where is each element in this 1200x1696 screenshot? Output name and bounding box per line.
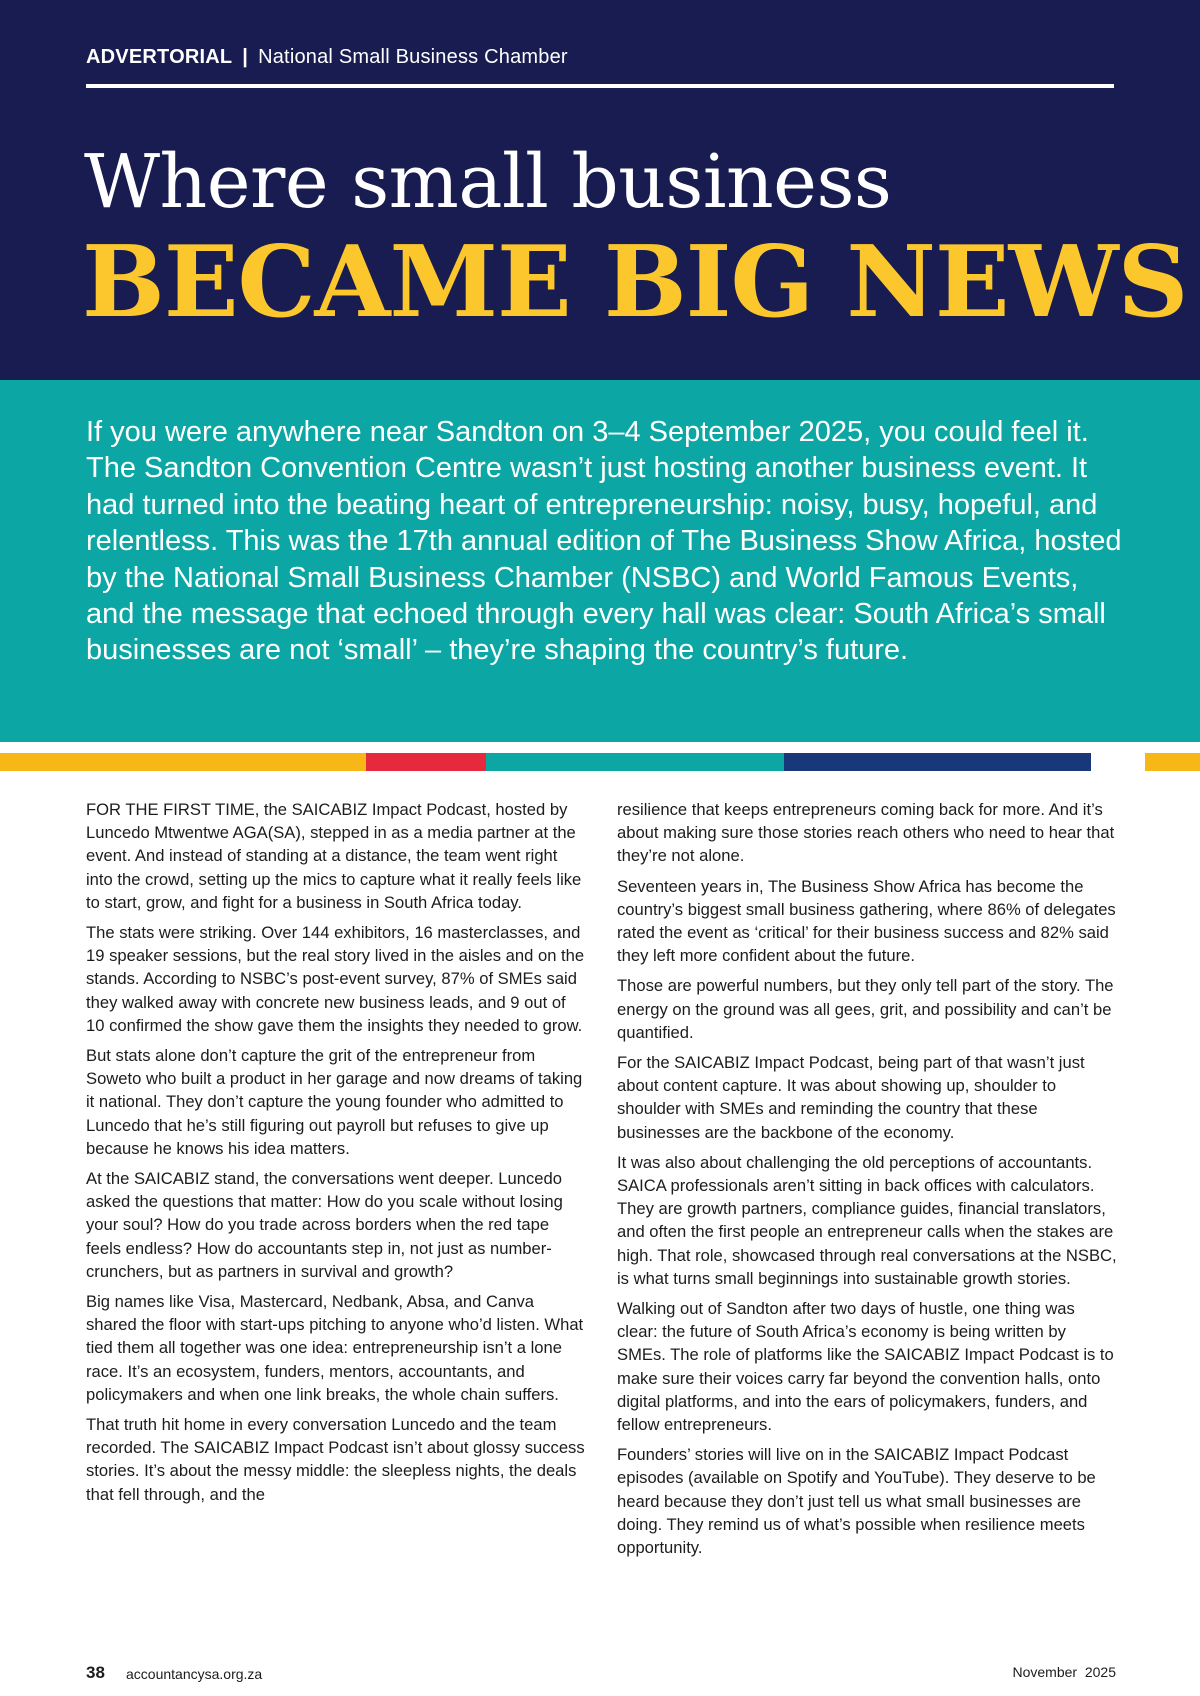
body-paragraph: resilience that keeps entrepreneurs coming back for more. And it’s about making sure those stories reach others who need to hear that they’re not alone.: [617, 800, 1115, 866]
color-stripe-navy: [784, 753, 1091, 771]
headline-line-1: Where small business: [84, 139, 892, 225]
kicker-label: ADVERTORIAL: [86, 46, 233, 68]
header-rule: [86, 84, 1114, 88]
body-paragraph: Big names like Visa, Mastercard, Nedbank, Absa, and Canva shared the floor with start-ups pitching to anyone who’d listen. What tied them all together was one idea: entrepreneurship isn’t a lone race. It’s an ecosystem, funders, mentors, accountants, and policymakers and when one link breaks, the whole chain suffers.: [86, 1292, 584, 1404]
body-paragraph: FOR THE FIRST TIME, the SAICABIZ Impact Podcast, hosted by Luncedo Mtwentwe AGA(SA), stepped in as a media partner at the event. And instead of standing at a distance, the team went right into the crowd, setting up the mics to capture what it really feels like to start, grow, and fight for a business in South Africa today.: [86, 800, 582, 912]
lead-paragraph: If you were anywhere near Sandton on 3–4 September 2025, you could feel it. The Sandton Convention Centre wasn’t just hosting another business event. It had turned into the beating heart of entrepreneurship: noisy, busy, hopeful, and relentless. This was the 17th annual edition of The Business Show Africa, hosted by the National Small Business Chamber (NSBC) and World Famous Events, and the message that echoed through every hall was clear: South Africa’s small businesses are not ‘small’ – they’re shaping the country’s future.: [86, 416, 1122, 667]
color-stripe-teal: [486, 753, 784, 771]
body-paragraph: It was also about challenging the old perceptions of accountants. SAICA professionals aren’t sitting in back offices with calculators. They are growth partners, compliance guides, financial translators, and often the first people an entrepreneur calls when the stakes are high. That role, showcased through real conversations at the NSBC, is what turns small beginnings into sustainable growth stories.: [617, 1152, 1117, 1288]
body-column-right: [617, 798, 1117, 1566]
color-stripe-yellow-end: [1145, 753, 1200, 771]
body-paragraph: But stats alone don’t capture the grit of the entrepreneur from Soweto who built a product in her garage and now dreams of taking it national. They don’t capture the young founder who admitted to Luncedo that he’s still figuring out payroll but refuses to give up because he knows his idea matters.: [86, 1046, 583, 1158]
kicker-organisation: National Small Business Chamber: [258, 46, 568, 68]
footer-website: accountancysa.org.za: [126, 1666, 263, 1682]
body-column-left: [86, 798, 586, 1513]
color-stripe-red: [366, 753, 486, 771]
kicker-separator: |: [242, 46, 249, 68]
headline-line-2: BECAME BIG NEWS: [82, 225, 1188, 340]
body-paragraph: Those are powerful numbers, but they only tell part of the story. The energy on the ground was all gees, grit, and possibility and can’t be quantified.: [617, 976, 1114, 1042]
body-paragraph: That truth hit home in every conversation Luncedo and the team recorded. The SAICABIZ Impact Podcast isn’t about glossy success stories. It’s about the messy middle: the sleepless nights, the deals that fell through, and the: [86, 1415, 585, 1504]
page-number: 38: [86, 1663, 105, 1682]
body-paragraph: The stats were striking. Over 144 exhibitors, 16 masterclasses, and 19 speaker sessions, but the real story lived in the aisles and on the stands. According to NSBC’s post-event survey, 87% of SMEs said they walked away with concrete new business leads, and 9 out of 10 confirmed the show gave them the insights they needed to grow.: [86, 923, 585, 1035]
color-stripe-yellow: [0, 753, 366, 771]
body-paragraph: Walking out of Sandton after two days of hustle, one thing was clear: the future of South Africa’s economy is being written by SMEs. The role of platforms like the SAICABIZ Impact Podcast is to make sure their voices carry far beyond the convention halls, onto digital platforms, and into the ears of policymakers, funders, and fellow entrepreneurs.: [617, 1299, 1114, 1435]
kicker: [86, 46, 568, 69]
body-paragraph: Seventeen years in, The Business Show Africa has become the country’s biggest small business gathering, where 86% of delegates rated the event as ‘critical’ for their business success and 82% said they left more confident about the future.: [617, 876, 1116, 966]
body-paragraph: For the SAICABIZ Impact Podcast, being part of that wasn’t just about content capture. It was about showing up, shoulder to shoulder with SMEs and reminding the country that these businesses are the backbone of the economy.: [617, 1053, 1085, 1142]
body-paragraph: At the SAICABIZ stand, the conversations went deeper. Luncedo asked the questions that matter: How do you scale without losing your soul? How do you trade across borders when the red tape feels endless? How do accountants step in, not just as number-crunchers, but as partners in survival and growth?: [86, 1169, 563, 1281]
body-paragraph: Founders’ stories will live on in the SAICABIZ Impact Podcast episodes (available on Spotify and YouTube). They deserve to be heard because they don’t just tell us what small businesses are doing. They remind us of what’s possible when resilience meets opportunity.: [617, 1445, 1096, 1558]
footer-date: November 2025: [1012, 1664, 1116, 1680]
